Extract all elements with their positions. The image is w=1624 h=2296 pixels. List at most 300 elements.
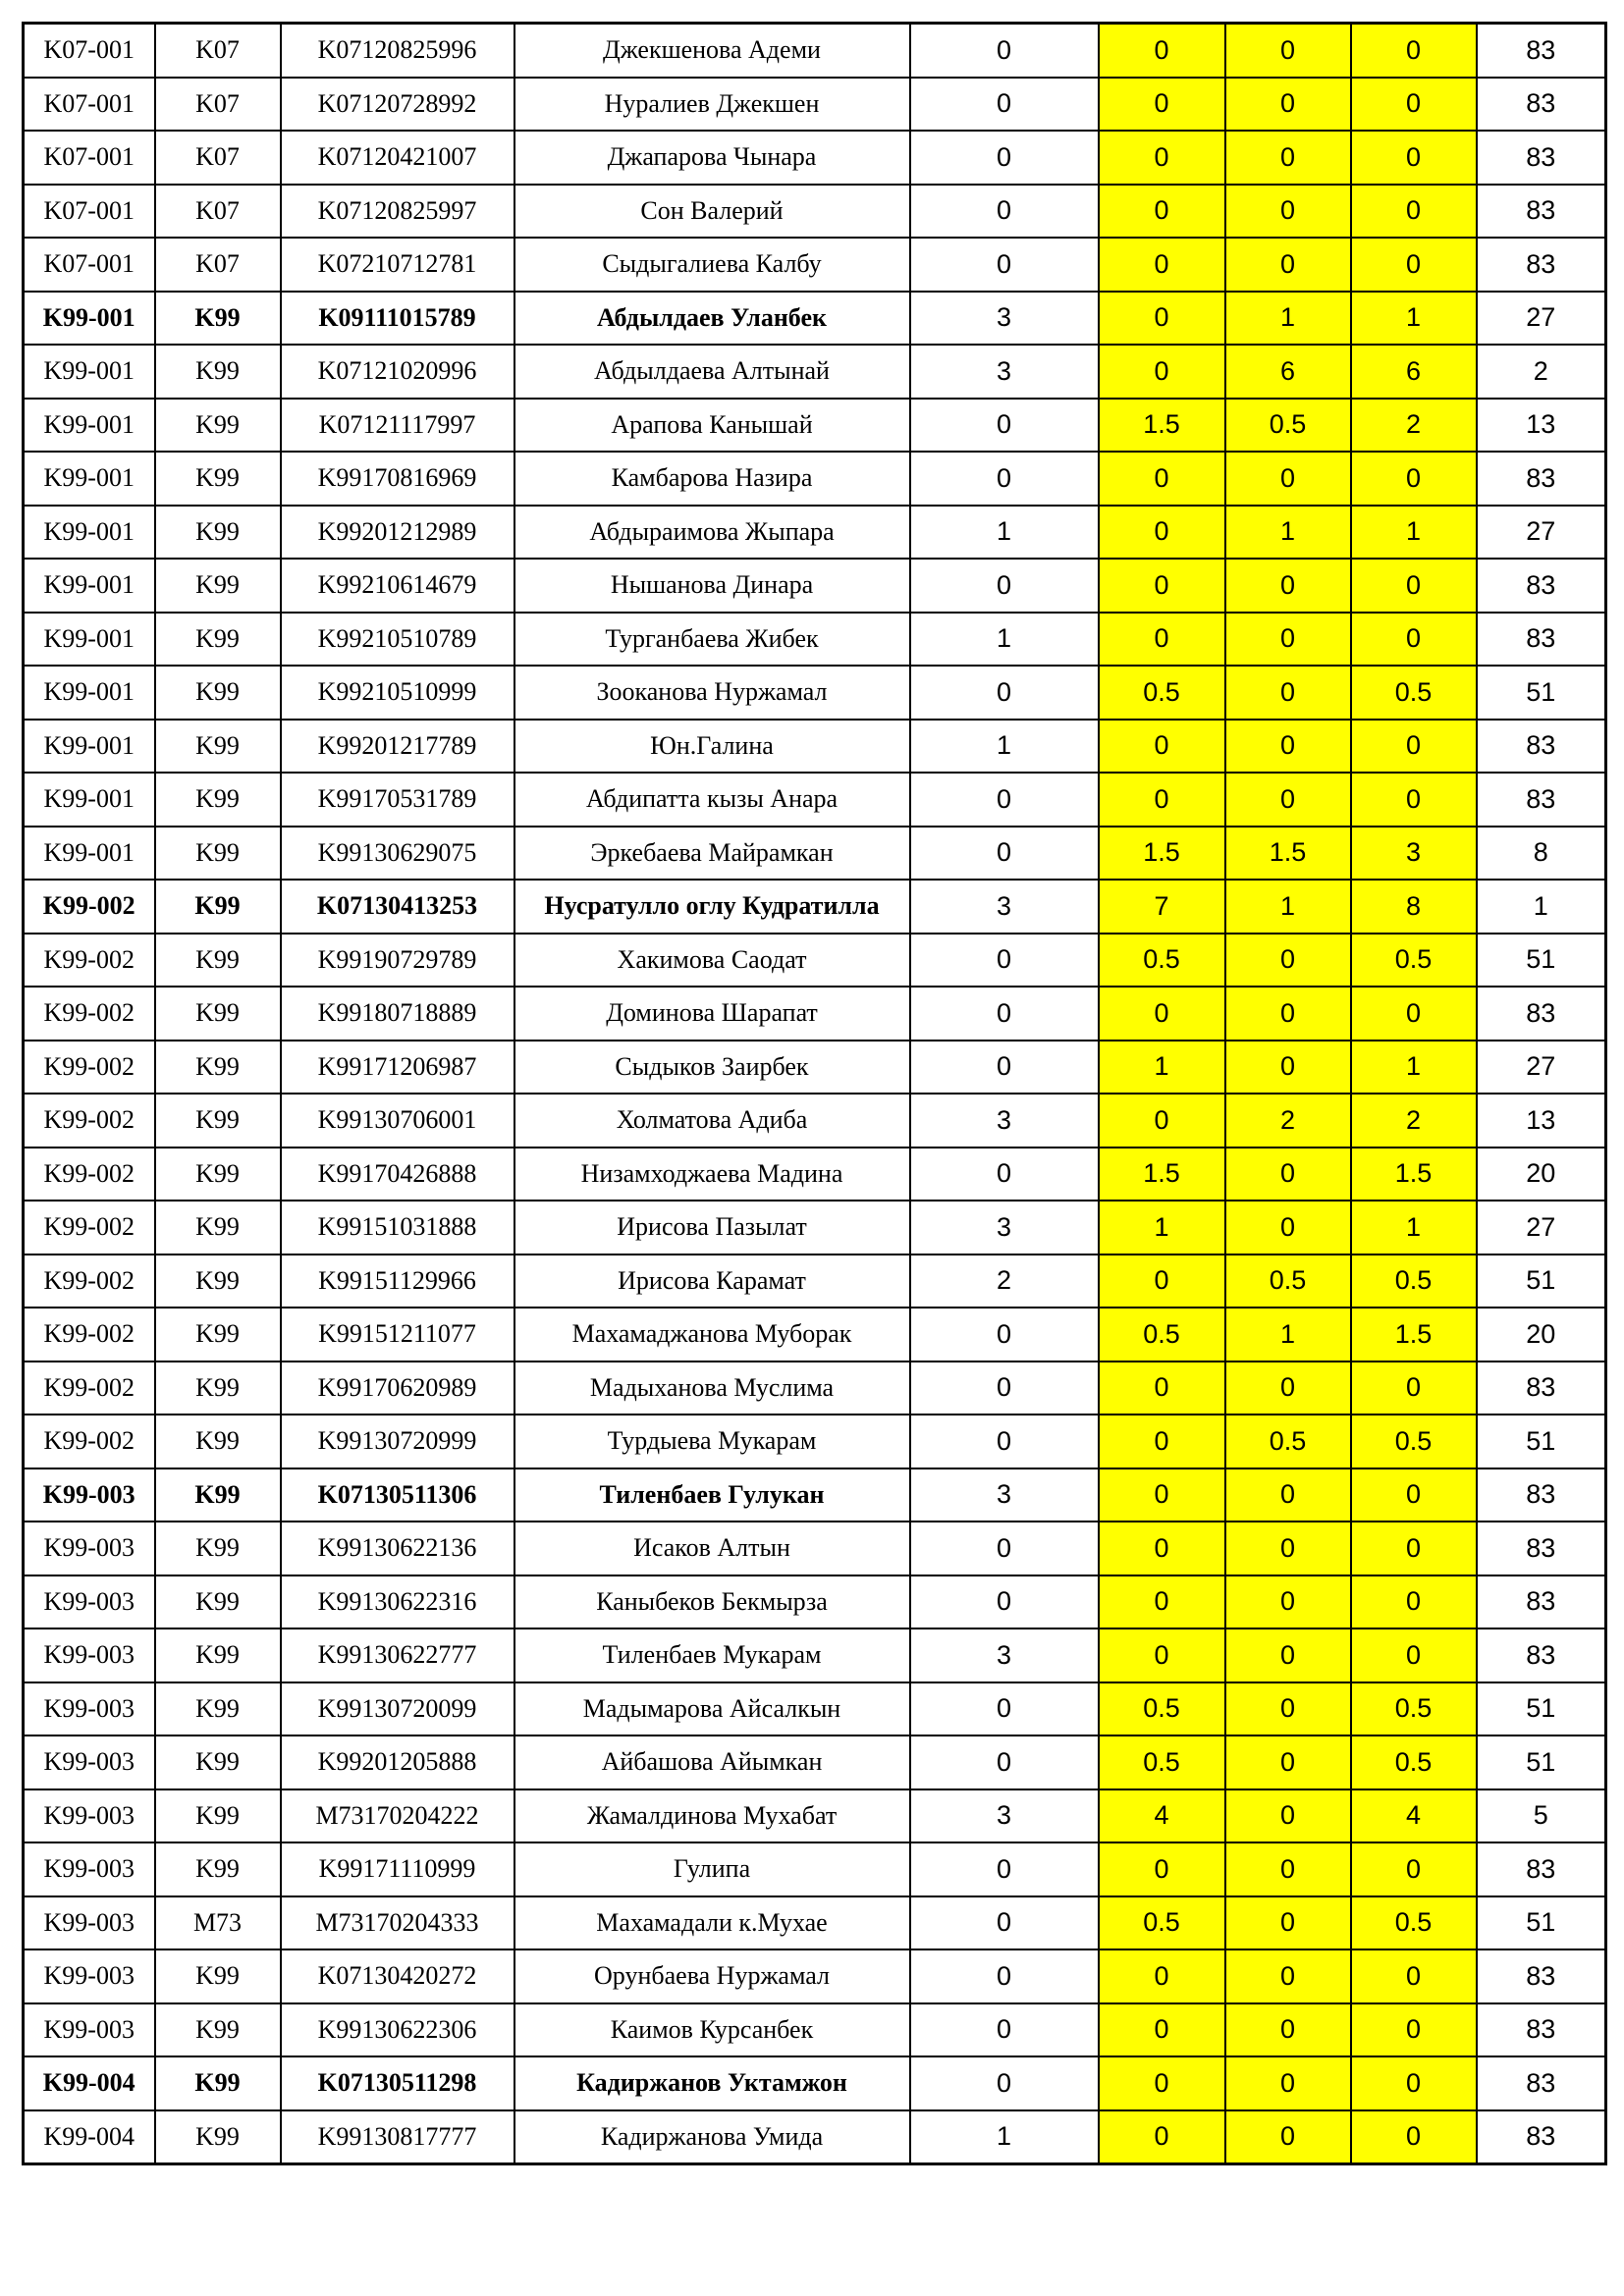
score-c-cell: 2 <box>1225 1094 1351 1148</box>
group-cell: K99-001 <box>24 452 155 506</box>
score-a-cell: 0 <box>910 185 1099 239</box>
total-cell: 0 <box>1351 2056 1477 2110</box>
score-a-cell: 0 <box>910 238 1099 292</box>
table-row <box>24 78 1606 132</box>
student-id-cell: K99171110999 <box>281 1842 514 1896</box>
student-name-cell: Абдылдаев Уланбек <box>514 292 910 346</box>
group-cell: K99-001 <box>24 773 155 827</box>
total-cell: 0.5 <box>1351 1735 1477 1789</box>
student-id-cell: K99210614679 <box>281 559 514 613</box>
table-row <box>24 1041 1606 1095</box>
total-cell: 0 <box>1351 1842 1477 1896</box>
score-b-cell: 0 <box>1099 238 1225 292</box>
score-b-cell: 0 <box>1099 2003 1225 2057</box>
group-cell: K99-004 <box>24 2056 155 2110</box>
group-cell: K99-004 <box>24 2110 155 2164</box>
student-id-cell: K07121020996 <box>281 345 514 399</box>
score-a-cell: 0 <box>910 987 1099 1041</box>
table-row <box>24 987 1606 1041</box>
student-id-cell: K99130622316 <box>281 1575 514 1629</box>
rank-cell: 83 <box>1477 1629 1606 1682</box>
table-row <box>24 880 1606 934</box>
student-name-cell: Каныбеков Бекмырза <box>514 1575 910 1629</box>
score-a-cell: 2 <box>910 1255 1099 1308</box>
student-id-cell: K99201212989 <box>281 506 514 560</box>
rank-cell: 13 <box>1477 399 1606 453</box>
total-cell: 1 <box>1351 1041 1477 1095</box>
group-cell: K99-003 <box>24 1682 155 1736</box>
score-a-cell: 3 <box>910 292 1099 346</box>
student-id-cell: K99130629075 <box>281 827 514 881</box>
group-cell: K99-001 <box>24 506 155 560</box>
score-a-cell: 3 <box>910 1468 1099 1522</box>
total-cell: 3 <box>1351 827 1477 881</box>
table-row <box>24 773 1606 827</box>
student-name-cell: Кадиржанова Умида <box>514 2110 910 2164</box>
table-row <box>24 559 1606 613</box>
group-cell: K07-001 <box>24 131 155 185</box>
group-cell: K99-001 <box>24 559 155 613</box>
school-code-cell: K99 <box>155 1575 281 1629</box>
score-c-cell: 0 <box>1225 185 1351 239</box>
group-cell: K99-002 <box>24 1201 155 1255</box>
table-row <box>24 1842 1606 1896</box>
student-id-cell: K07120825996 <box>281 24 514 78</box>
score-b-cell: 0 <box>1099 1415 1225 1468</box>
score-c-cell: 1 <box>1225 1308 1351 1362</box>
total-cell: 0 <box>1351 1629 1477 1682</box>
student-name-cell: Тиленбаев Гулукан <box>514 1468 910 1522</box>
student-id-cell: K99171206987 <box>281 1041 514 1095</box>
score-a-cell: 0 <box>910 1949 1099 2003</box>
student-id-cell: K99210510999 <box>281 666 514 720</box>
school-code-cell: K99 <box>155 773 281 827</box>
student-name-cell: Арапова Канышай <box>514 399 910 453</box>
score-b-cell: 0 <box>1099 613 1225 667</box>
rank-cell: 83 <box>1477 1842 1606 1896</box>
student-name-cell: Хакимова Саодат <box>514 934 910 988</box>
group-cell: K99-001 <box>24 827 155 881</box>
school-code-cell: K99 <box>155 1682 281 1736</box>
student-id-cell: K07120728992 <box>281 78 514 132</box>
table-row <box>24 666 1606 720</box>
school-code-cell: K07 <box>155 24 281 78</box>
total-cell: 0 <box>1351 613 1477 667</box>
table-row <box>24 1201 1606 1255</box>
school-code-cell: K99 <box>155 345 281 399</box>
group-cell: K99-003 <box>24 1575 155 1629</box>
student-id-cell: K07130511306 <box>281 1468 514 1522</box>
rank-cell: 83 <box>1477 773 1606 827</box>
total-cell: 0.5 <box>1351 1896 1477 1950</box>
score-c-cell: 0 <box>1225 78 1351 132</box>
student-name-cell: Нусратулло оглу Кудратилла <box>514 880 910 934</box>
score-b-cell: 0 <box>1099 720 1225 774</box>
school-code-cell: K99 <box>155 1735 281 1789</box>
score-a-cell: 0 <box>910 2003 1099 2057</box>
school-code-cell: K99 <box>155 1201 281 1255</box>
school-code-cell: K99 <box>155 1148 281 1201</box>
score-b-cell: 0 <box>1099 78 1225 132</box>
student-name-cell: Сыдыгалиева Калбу <box>514 238 910 292</box>
total-cell: 0 <box>1351 131 1477 185</box>
table-row <box>24 1522 1606 1575</box>
group-cell: K07-001 <box>24 238 155 292</box>
score-c-cell: 0 <box>1225 131 1351 185</box>
rank-cell: 83 <box>1477 720 1606 774</box>
score-b-cell: 1 <box>1099 1041 1225 1095</box>
group-cell: K99-002 <box>24 987 155 1041</box>
table-row <box>24 1629 1606 1682</box>
group-cell: K07-001 <box>24 185 155 239</box>
score-b-cell: 1.5 <box>1099 399 1225 453</box>
score-b-cell: 0.5 <box>1099 1308 1225 1362</box>
total-cell: 8 <box>1351 880 1477 934</box>
score-a-cell: 0 <box>910 399 1099 453</box>
score-c-cell: 0 <box>1225 452 1351 506</box>
table-body <box>24 24 1606 2164</box>
score-b-cell: 0 <box>1099 1522 1225 1575</box>
score-a-cell: 0 <box>910 827 1099 881</box>
rank-cell: 83 <box>1477 1362 1606 1415</box>
school-code-cell: K07 <box>155 185 281 239</box>
group-cell: K99-002 <box>24 1415 155 1468</box>
student-name-cell: Каимов Курсанбек <box>514 2003 910 2057</box>
total-cell: 0 <box>1351 559 1477 613</box>
rank-cell: 51 <box>1477 934 1606 988</box>
school-code-cell: K99 <box>155 292 281 346</box>
table-row <box>24 1094 1606 1148</box>
table-row <box>24 238 1606 292</box>
school-code-cell: K99 <box>155 1629 281 1682</box>
student-name-cell: Зооканова Нуржамал <box>514 666 910 720</box>
rank-cell: 27 <box>1477 506 1606 560</box>
rank-cell: 51 <box>1477 1682 1606 1736</box>
rank-cell: 5 <box>1477 1789 1606 1843</box>
school-code-cell: K99 <box>155 934 281 988</box>
rank-cell: 83 <box>1477 1468 1606 1522</box>
student-name-cell: Махамадали к.Мухае <box>514 1896 910 1950</box>
total-cell: 0 <box>1351 24 1477 78</box>
score-b-cell: 0 <box>1099 773 1225 827</box>
score-c-cell: 0 <box>1225 1041 1351 1095</box>
score-b-cell: 0 <box>1099 987 1225 1041</box>
score-a-cell: 0 <box>910 1682 1099 1736</box>
score-a-cell: 3 <box>910 880 1099 934</box>
total-cell: 0 <box>1351 1362 1477 1415</box>
score-c-cell: 0 <box>1225 1148 1351 1201</box>
student-id-cell: K99130720999 <box>281 1415 514 1468</box>
total-cell: 0.5 <box>1351 1682 1477 1736</box>
table-row <box>24 2003 1606 2057</box>
table-row <box>24 292 1606 346</box>
score-b-cell: 0 <box>1099 1629 1225 1682</box>
student-id-cell: K99180718889 <box>281 987 514 1041</box>
group-cell: K99-002 <box>24 1148 155 1201</box>
score-c-cell: 6 <box>1225 345 1351 399</box>
total-cell: 2 <box>1351 399 1477 453</box>
group-cell: K99-002 <box>24 1308 155 1362</box>
student-id-cell: K07120421007 <box>281 131 514 185</box>
score-b-cell: 0.5 <box>1099 1896 1225 1950</box>
total-cell: 6 <box>1351 345 1477 399</box>
table-row <box>24 1949 1606 2003</box>
total-cell: 0 <box>1351 1522 1477 1575</box>
student-name-cell: Кадиржанов Уктамжон <box>514 2056 910 2110</box>
student-id-cell: K99170620989 <box>281 1362 514 1415</box>
score-c-cell: 0 <box>1225 1842 1351 1896</box>
score-b-cell: 0 <box>1099 2056 1225 2110</box>
score-b-cell: 1.5 <box>1099 827 1225 881</box>
score-b-cell: 0 <box>1099 1842 1225 1896</box>
school-code-cell: K99 <box>155 1842 281 1896</box>
group-cell: K99-002 <box>24 880 155 934</box>
rank-cell: 83 <box>1477 1522 1606 1575</box>
student-id-cell: K99201217789 <box>281 720 514 774</box>
rank-cell: 51 <box>1477 1255 1606 1308</box>
total-cell: 0 <box>1351 238 1477 292</box>
score-b-cell: 0 <box>1099 131 1225 185</box>
score-a-cell: 3 <box>910 1201 1099 1255</box>
student-name-cell: Холматова Адиба <box>514 1094 910 1148</box>
group-cell: K99-003 <box>24 1949 155 2003</box>
student-name-cell: Сон Валерий <box>514 185 910 239</box>
student-name-cell: Мадыханова Муслима <box>514 1362 910 1415</box>
total-cell: 0 <box>1351 1949 1477 2003</box>
score-b-cell: 0 <box>1099 24 1225 78</box>
student-id-cell: K99130622306 <box>281 2003 514 2057</box>
score-a-cell: 0 <box>910 78 1099 132</box>
rank-cell: 13 <box>1477 1094 1606 1148</box>
score-b-cell: 0 <box>1099 1949 1225 2003</box>
group-cell: K99-003 <box>24 1735 155 1789</box>
score-a-cell: 0 <box>910 1522 1099 1575</box>
student-name-cell: Абдылдаева Алтынай <box>514 345 910 399</box>
rank-cell: 83 <box>1477 613 1606 667</box>
score-c-cell: 0 <box>1225 666 1351 720</box>
rank-cell: 83 <box>1477 452 1606 506</box>
student-name-cell: Нуралиев Джекшен <box>514 78 910 132</box>
school-code-cell: K99 <box>155 1308 281 1362</box>
table-row <box>24 1682 1606 1736</box>
student-name-cell: Турдыева Мукарам <box>514 1415 910 1468</box>
table-row <box>24 1308 1606 1362</box>
rank-cell: 83 <box>1477 131 1606 185</box>
score-a-cell: 0 <box>910 1362 1099 1415</box>
rank-cell: 83 <box>1477 559 1606 613</box>
school-code-cell: K99 <box>155 1949 281 2003</box>
table-row <box>24 2056 1606 2110</box>
score-c-cell: 0 <box>1225 1682 1351 1736</box>
school-code-cell: K99 <box>155 880 281 934</box>
score-b-cell: 0 <box>1099 185 1225 239</box>
group-cell: K99-001 <box>24 399 155 453</box>
score-c-cell: 0 <box>1225 1789 1351 1843</box>
score-a-cell: 1 <box>910 2110 1099 2164</box>
group-cell: K99-002 <box>24 1041 155 1095</box>
school-code-cell: K07 <box>155 131 281 185</box>
group-cell: K99-003 <box>24 1789 155 1843</box>
student-id-cell: K99130622136 <box>281 1522 514 1575</box>
total-cell: 1 <box>1351 292 1477 346</box>
score-c-cell: 0 <box>1225 1575 1351 1629</box>
score-c-cell: 0 <box>1225 1522 1351 1575</box>
score-a-cell: 0 <box>910 1308 1099 1362</box>
student-id-cell: K07121117997 <box>281 399 514 453</box>
student-name-cell: Жамалдинова Мухабат <box>514 1789 910 1843</box>
score-c-cell: 0 <box>1225 934 1351 988</box>
score-b-cell: 0 <box>1099 2110 1225 2164</box>
score-a-cell: 1 <box>910 506 1099 560</box>
score-a-cell: 0 <box>910 24 1099 78</box>
student-id-cell: K99130720099 <box>281 1682 514 1736</box>
student-id-cell: K09111015789 <box>281 292 514 346</box>
total-cell: 0.5 <box>1351 1255 1477 1308</box>
group-cell: K99-003 <box>24 1842 155 1896</box>
school-code-cell: K99 <box>155 559 281 613</box>
score-c-cell: 0 <box>1225 613 1351 667</box>
student-name-cell: Гулипа <box>514 1842 910 1896</box>
total-cell: 0 <box>1351 987 1477 1041</box>
school-code-cell: K99 <box>155 720 281 774</box>
student-id-cell: K07120825997 <box>281 185 514 239</box>
table-row <box>24 24 1606 78</box>
table-row <box>24 452 1606 506</box>
rank-cell: 51 <box>1477 1415 1606 1468</box>
student-name-cell: Мадымарова Айсалкын <box>514 1682 910 1736</box>
score-a-cell: 0 <box>910 1148 1099 1201</box>
score-c-cell: 0 <box>1225 238 1351 292</box>
score-a-cell: 3 <box>910 1789 1099 1843</box>
table-row <box>24 613 1606 667</box>
rank-cell: 83 <box>1477 78 1606 132</box>
table-row <box>24 1468 1606 1522</box>
rank-cell: 83 <box>1477 1949 1606 2003</box>
score-c-cell: 0 <box>1225 1629 1351 1682</box>
school-code-cell: K99 <box>155 506 281 560</box>
score-a-cell: 0 <box>910 934 1099 988</box>
school-code-cell: K99 <box>155 666 281 720</box>
table-row <box>24 1575 1606 1629</box>
score-c-cell: 0 <box>1225 1468 1351 1522</box>
score-b-cell: 1 <box>1099 1201 1225 1255</box>
rank-cell: 8 <box>1477 827 1606 881</box>
score-a-cell: 1 <box>910 613 1099 667</box>
score-c-cell: 0.5 <box>1225 1415 1351 1468</box>
student-id-cell: K99170426888 <box>281 1148 514 1201</box>
school-code-cell: K99 <box>155 1362 281 1415</box>
score-c-cell: 0 <box>1225 2110 1351 2164</box>
school-code-cell: M73 <box>155 1896 281 1950</box>
group-cell: K99-002 <box>24 1255 155 1308</box>
rank-cell: 83 <box>1477 2056 1606 2110</box>
student-name-cell: Махамаджанова Муборак <box>514 1308 910 1362</box>
score-c-cell: 1.5 <box>1225 827 1351 881</box>
score-b-cell: 0 <box>1099 345 1225 399</box>
student-id-cell: K99170816969 <box>281 452 514 506</box>
score-b-cell: 0 <box>1099 506 1225 560</box>
rank-cell: 83 <box>1477 238 1606 292</box>
group-cell: K99-001 <box>24 345 155 399</box>
school-code-cell: K99 <box>155 2110 281 2164</box>
group-cell: K99-002 <box>24 934 155 988</box>
score-c-cell: 1 <box>1225 292 1351 346</box>
score-c-cell: 0 <box>1225 1362 1351 1415</box>
score-a-cell: 0 <box>910 1041 1099 1095</box>
score-b-cell: 0.5 <box>1099 666 1225 720</box>
score-a-cell: 0 <box>910 666 1099 720</box>
total-cell: 0 <box>1351 720 1477 774</box>
rank-cell: 83 <box>1477 987 1606 1041</box>
score-c-cell: 0 <box>1225 1201 1351 1255</box>
score-a-cell: 3 <box>910 1094 1099 1148</box>
student-name-cell: Абдыраимова Жыпара <box>514 506 910 560</box>
score-b-cell: 0 <box>1099 1362 1225 1415</box>
score-c-cell: 0 <box>1225 773 1351 827</box>
rank-cell: 83 <box>1477 2003 1606 2057</box>
school-code-cell: K99 <box>155 2056 281 2110</box>
score-c-cell: 0.5 <box>1225 1255 1351 1308</box>
school-code-cell: K99 <box>155 399 281 453</box>
score-a-cell: 0 <box>910 1575 1099 1629</box>
rank-cell: 51 <box>1477 1735 1606 1789</box>
student-id-cell: K99151031888 <box>281 1201 514 1255</box>
table-row <box>24 1789 1606 1843</box>
score-b-cell: 0 <box>1099 452 1225 506</box>
school-code-cell: K99 <box>155 1041 281 1095</box>
group-cell: K07-001 <box>24 78 155 132</box>
student-id-cell: K07130420272 <box>281 1949 514 2003</box>
student-name-cell: Тиленбаев Мукарам <box>514 1629 910 1682</box>
table-row <box>24 1896 1606 1950</box>
table-row <box>24 185 1606 239</box>
rank-cell: 27 <box>1477 1041 1606 1095</box>
total-cell: 0 <box>1351 1575 1477 1629</box>
total-cell: 1 <box>1351 506 1477 560</box>
student-id-cell: K99130706001 <box>281 1094 514 1148</box>
total-cell: 0 <box>1351 2110 1477 2164</box>
school-code-cell: K99 <box>155 1522 281 1575</box>
results-table <box>22 22 1607 2165</box>
rank-cell: 27 <box>1477 292 1606 346</box>
score-b-cell: 0.5 <box>1099 1682 1225 1736</box>
score-a-cell: 0 <box>910 559 1099 613</box>
student-id-cell: M73170204333 <box>281 1896 514 1950</box>
score-a-cell: 0 <box>910 773 1099 827</box>
score-c-cell: 0 <box>1225 559 1351 613</box>
score-a-cell: 0 <box>910 1735 1099 1789</box>
table-row <box>24 1362 1606 1415</box>
school-code-cell: K99 <box>155 987 281 1041</box>
score-c-cell: 0 <box>1225 2056 1351 2110</box>
total-cell: 0 <box>1351 185 1477 239</box>
table-row <box>24 934 1606 988</box>
student-name-cell: Турганбаева Жибек <box>514 613 910 667</box>
student-id-cell: K07210712781 <box>281 238 514 292</box>
score-a-cell: 1 <box>910 720 1099 774</box>
student-name-cell: Сыдыков Заирбек <box>514 1041 910 1095</box>
rank-cell: 83 <box>1477 185 1606 239</box>
school-code-cell: K99 <box>155 2003 281 2057</box>
rank-cell: 83 <box>1477 24 1606 78</box>
student-id-cell: K99210510789 <box>281 613 514 667</box>
student-name-cell: Доминова Шарапат <box>514 987 910 1041</box>
group-cell: K99-002 <box>24 1362 155 1415</box>
student-name-cell: Абдипатта кызы Анара <box>514 773 910 827</box>
score-c-cell: 1 <box>1225 880 1351 934</box>
table-row <box>24 345 1606 399</box>
total-cell: 1.5 <box>1351 1148 1477 1201</box>
